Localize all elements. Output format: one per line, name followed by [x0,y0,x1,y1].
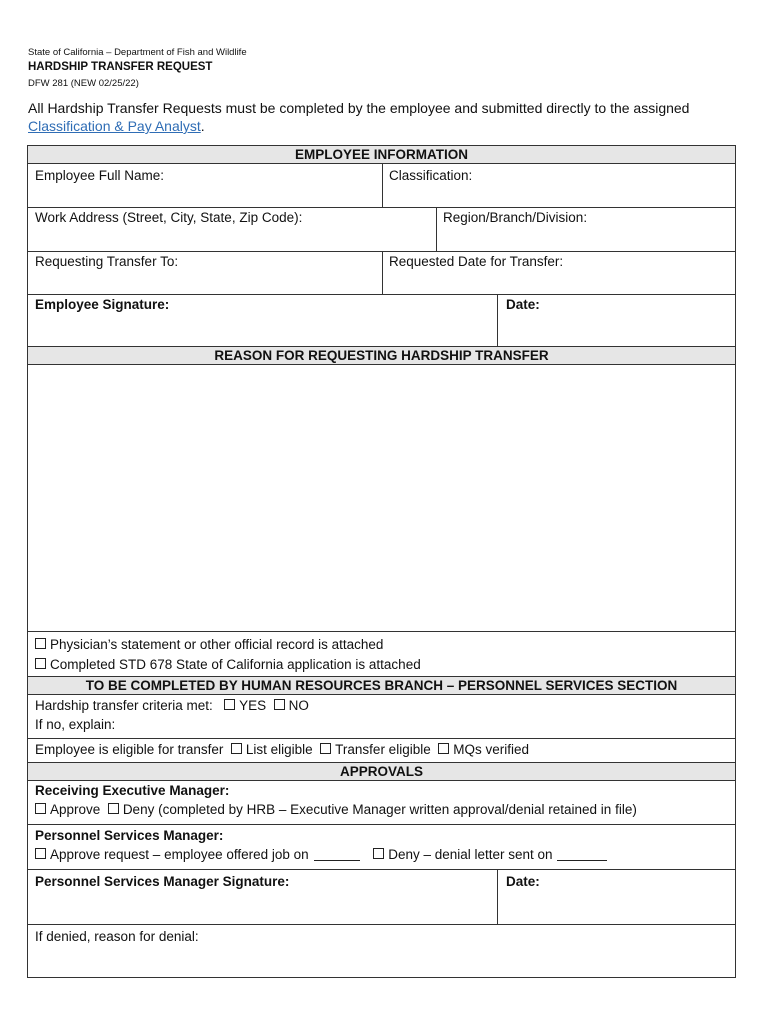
mqs-verified-checkbox[interactable] [438,743,449,754]
region-branch-division-field[interactable] [438,208,734,250]
employee-full-name-field[interactable] [29,164,382,206]
reason-text-area[interactable] [29,366,734,630]
reason-heading: REASON FOR REQUESTING HARDSHIP TRANSFER [28,346,735,365]
rem-deny-label: Deny (completed by HRB – Executive Manager written approval/denial retained in file) [122,802,637,817]
divider [28,631,735,632]
if-no-explain-label: If no, explain: [35,717,116,732]
psm-deny-checkbox[interactable] [373,848,384,859]
employee-signature-field[interactable] [29,295,496,345]
personnel-services-manager-label: Personnel Services Manager: [35,828,224,843]
list-eligible-label: List eligible [245,742,313,757]
denial-reason-field[interactable] [29,946,734,976]
eligible-label: Employee is eligible for transfer [35,742,224,757]
transfer-eligible-checkbox[interactable] [320,743,331,754]
criteria-no-checkbox[interactable] [274,699,285,710]
physician-statement-label: Physician’s statement or other official record is attached [50,637,384,652]
divider [382,251,383,294]
psm-approve-checkbox[interactable] [35,848,46,859]
transfer-eligible-label: Transfer eligible [335,742,431,757]
rem-deny-checkbox[interactable] [108,803,119,814]
form-number: DFW 281 (NEW 02/25/22) [28,78,139,89]
hardship-transfer-form [27,145,736,978]
divider [497,869,498,924]
divider [28,924,735,925]
employee-full-name-label: Employee Full Name: [35,168,165,183]
requesting-transfer-to-label: Requesting Transfer To: [35,254,179,269]
eligibility-row [35,742,529,758]
rem-approve-checkbox[interactable] [35,803,46,814]
criteria-yes-label: YES [239,698,267,713]
psm-date-label: Date: [506,874,540,889]
denial-reason-label: If denied, reason for denial: [35,929,199,944]
psm-approve-label: Approve request – employee offered job on [50,847,309,862]
divider [28,824,735,825]
work-address-label: Work Address (Street, City, State, Zip Code): [35,210,303,225]
criteria-label: Hardship transfer criteria met: [35,698,213,713]
psm-decision-row [35,847,607,863]
intro-text: All Hardship Transfer Requests must be completed by the employee and submitted directly to the assigned [28,100,690,116]
employee-signature-label: Employee Signature: [35,297,170,312]
criteria-no-label: NO [288,698,309,713]
denial-letter-date-blank[interactable] [557,848,607,861]
requested-date-field[interactable] [384,252,734,293]
classification-label: Classification: [389,168,473,183]
physician-statement-checkbox[interactable] [35,638,46,649]
employee-date-label: Date: [506,297,540,312]
criteria-yes-checkbox[interactable] [224,699,235,710]
divider [436,207,437,251]
job-offer-date-blank[interactable] [314,848,360,861]
region-branch-division-label: Region/Branch/Division: [443,210,588,225]
divider [497,294,498,347]
attachment-std678-row [35,657,421,673]
rem-approve-label: Approve [50,802,101,817]
requested-date-label: Requested Date for Transfer: [389,254,564,269]
mqs-verified-label: MQs verified [453,742,530,757]
criteria-row [35,698,309,714]
classification-field[interactable] [384,164,734,206]
classification-pay-analyst-link[interactable]: Classification & Pay Analyst [28,118,201,134]
list-eligible-checkbox[interactable] [231,743,242,754]
intro-paragraph [28,99,738,135]
approvals-heading: APPROVALS [28,762,735,781]
divider [28,738,735,739]
psm-date-field[interactable] [499,870,734,923]
rem-decision-row [35,802,637,818]
receiving-executive-manager-label: Receiving Executive Manager: [35,783,230,798]
requesting-transfer-to-field[interactable] [29,252,381,293]
intro-end: . [200,118,205,134]
work-address-field[interactable] [29,208,435,250]
std678-checkbox[interactable] [35,658,46,669]
form-title: HARDSHIP TRANSFER REQUEST [28,61,213,73]
psm-deny-label: Deny – denial letter sent on [388,847,553,862]
agency-name: State of California – Department of Fish and Wildlife [28,47,247,58]
employee-information-heading: EMPLOYEE INFORMATION [28,145,735,164]
psm-signature-label: Personnel Services Manager Signature: [35,874,290,889]
if-no-explain-field[interactable] [178,716,734,736]
psm-signature-field[interactable] [29,870,496,923]
divider [382,164,383,207]
attachment-physician-row [35,637,383,653]
hr-section-heading: TO BE COMPLETED BY HUMAN RESOURCES BRANCH – PERSONNEL SERVICES SECTION [28,676,735,695]
employee-date-field[interactable] [499,295,734,345]
std678-label: Completed STD 678 State of California application is attached [50,657,421,672]
